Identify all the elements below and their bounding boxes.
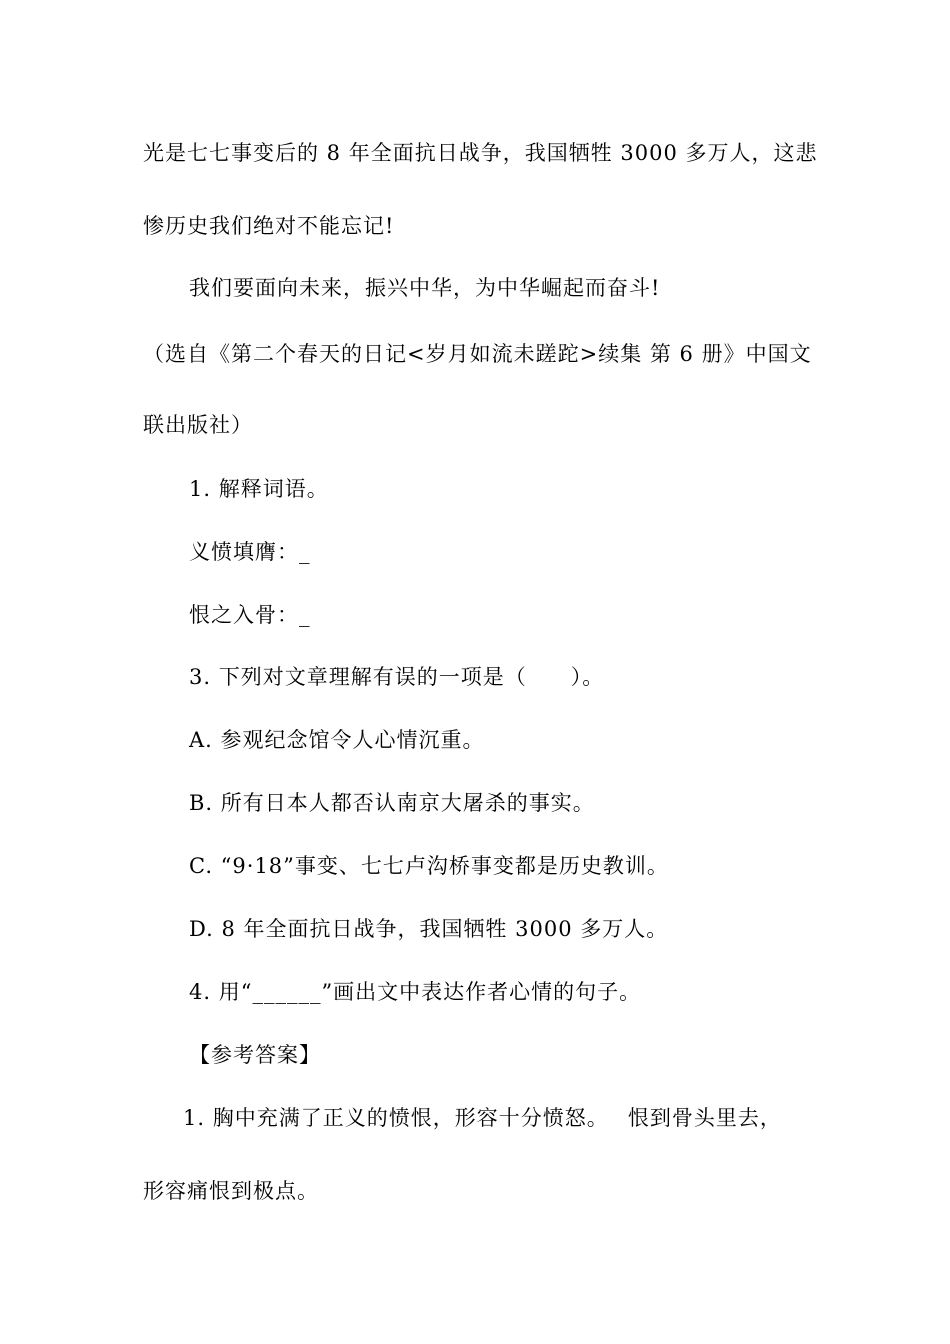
question-3-option-a: A. 参观纪念馆令人心情沉重。: [189, 728, 485, 752]
source-citation-line-1: （选自《第二个春天的日记<岁月如流未蹉跎>续集 第 6 册》中国文: [143, 342, 812, 366]
question-1-item-b: 恨之入骨：_: [189, 603, 311, 627]
question-4: 4. 用“______”画出文中表达作者心情的句子。: [189, 980, 642, 1004]
question-1: 1. 解释词语。: [189, 477, 329, 501]
question-1-item-a: 义愤填膺：_: [189, 540, 311, 564]
question-3-option-c: C. “9·18”事变、七七卢沟桥事变都是历史教训。: [189, 854, 669, 878]
question-3-option-d: D. 8 年全面抗日战争，我国牺牲 3000 多万人。: [189, 917, 669, 941]
source-citation-line-2: 联出版社）: [143, 413, 253, 437]
answer-1-line-1: 1. 胸中充满了正义的愤恨，形容十分愤怒。 恨到骨头里去，: [183, 1106, 782, 1130]
question-3-option-b: B. 所有日本人都否认南京大屠杀的事实。: [189, 791, 595, 815]
paragraph-line-1: 光是七七事变后的 8 年全面抗日战争，我国牺牲 3000 多万人，这悲: [143, 141, 818, 165]
answer-1-line-2: 形容痛恨到极点。: [143, 1179, 319, 1203]
question-3: 3. 下列对文章理解有误的一项是（ ）。: [189, 665, 605, 689]
paragraph-line-2: 惨历史我们绝对不能忘记!: [143, 214, 395, 238]
answer-heading: 【参考答案】: [189, 1043, 321, 1067]
paragraph-line-3: 我们要面向未来，振兴中华，为中华崛起而奋斗!: [189, 276, 661, 300]
